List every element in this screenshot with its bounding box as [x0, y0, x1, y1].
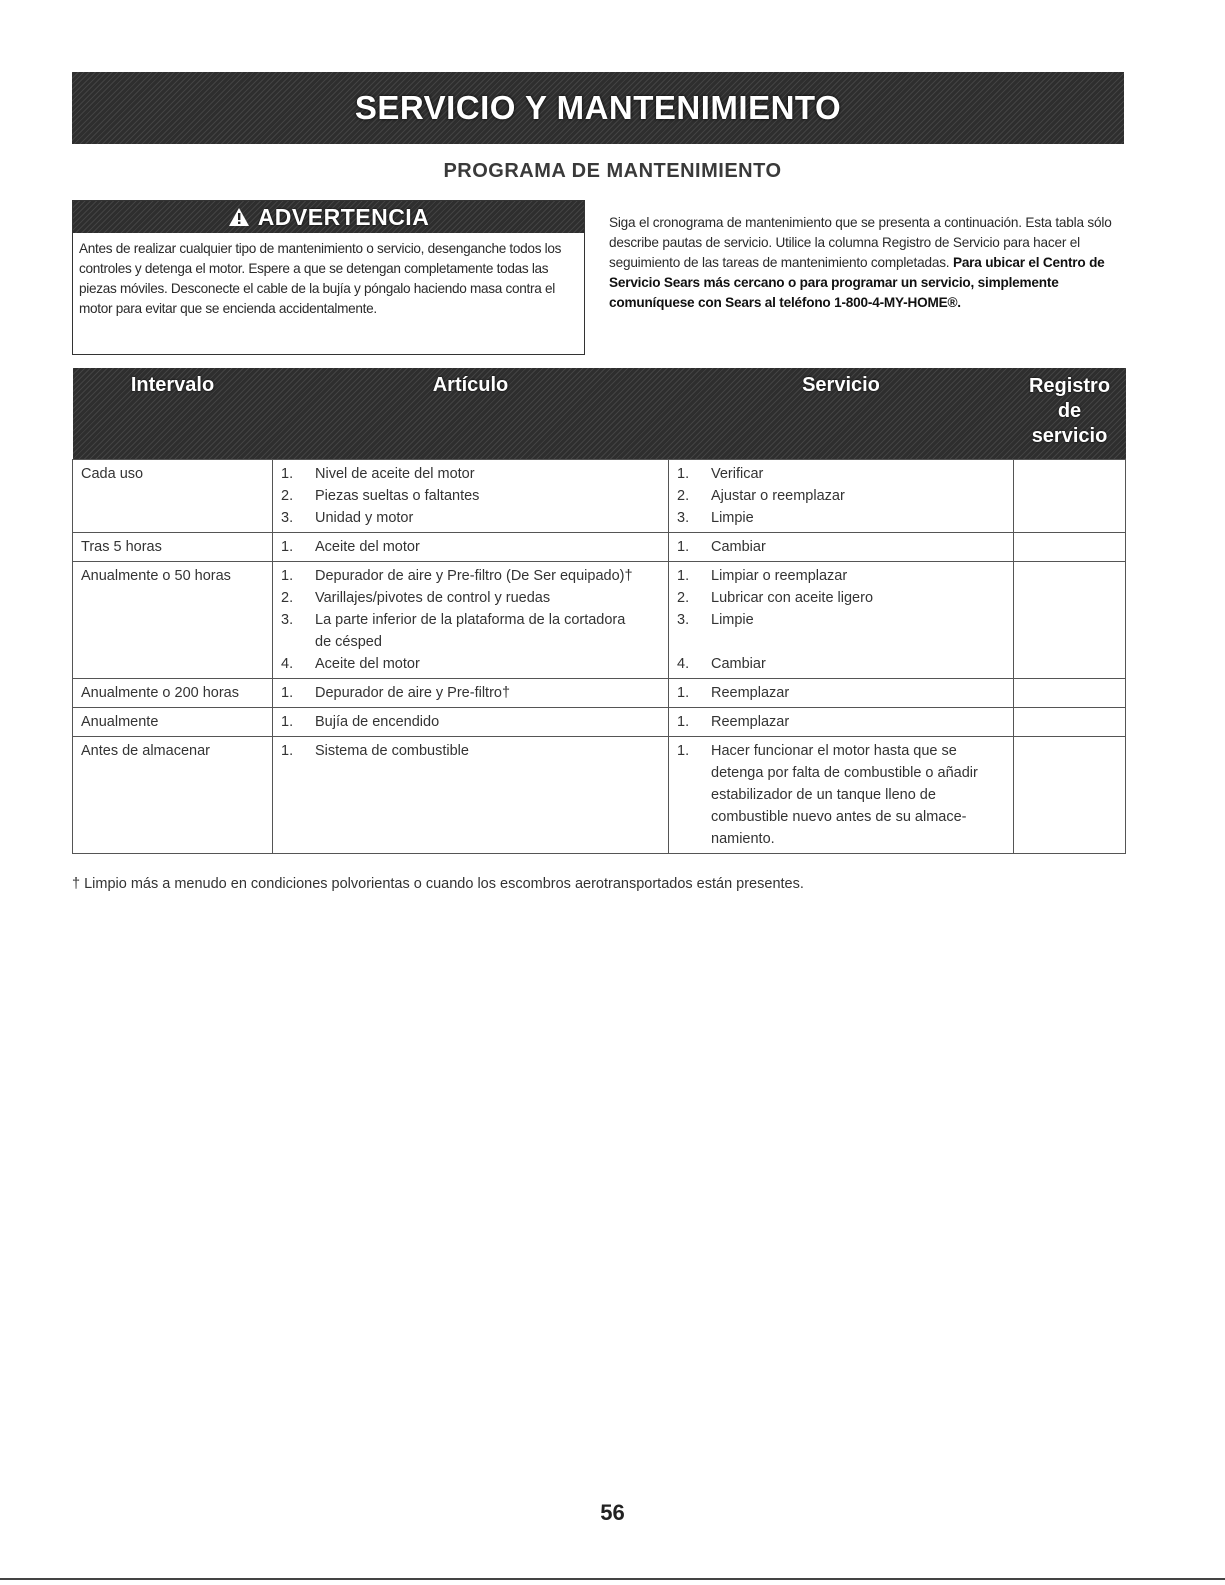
service-cell: 1. Reemplazar [669, 708, 1014, 737]
warning-header [73, 201, 584, 233]
header-articulo: Artículo [432, 374, 509, 396]
table-row [73, 679, 1126, 708]
header-registro-line1: Registro [1028, 375, 1111, 397]
table-row [73, 460, 1126, 533]
interval-cell: Antes de almacenar [73, 737, 273, 854]
service-cell: 1. Cambiar [669, 533, 1014, 562]
item-cell: 1. Depurador de aire y Pre-filtro (De Ser equipado)† 2. Varillajes/pivotes de control y ruedas 3. La parte inferior de la plataforma de la cortadora de césped 4. Aceite del motor [273, 562, 669, 679]
warning-triangle-icon [228, 207, 250, 227]
header-intervalo: Intervalo [130, 374, 215, 396]
interval-cell: Anualmente o 50 horas [73, 562, 273, 679]
header-servicio: Servicio [802, 374, 880, 396]
section-banner [72, 72, 1124, 144]
page-subtitle: PROGRAMA DE MANTENIMIENTO [443, 160, 782, 182]
interval-cell: Cada uso [73, 460, 273, 533]
intro-paragraph [609, 213, 1124, 313]
service-cell: 1. Reemplazar [669, 679, 1014, 708]
item-cell: 1. Bujía de encendido [273, 708, 669, 737]
service-cell: 1. Hacer funcionar el motor hasta que se detenga por falta de combustible o añadir estabilizador de un tanque lleno de combustible nuevo antes de su almace- namiento. [669, 737, 1014, 854]
maintenance-table [72, 368, 1126, 854]
interval-cell: Tras 5 horas [73, 533, 273, 562]
page-number: 56 [600, 1500, 625, 1525]
intro-text: Siga el cronograma de mantenimiento que se presenta a continuación. Esta tabla sólo describe pautas de servicio. Utilice la columna Registro de Servicio para hacer el seguimiento de las tareas de mantenimiento completadas. [609, 215, 1112, 270]
header-registro-line2: de [1057, 400, 1082, 422]
interval-cell: Anualmente [73, 708, 273, 737]
item-cell: 1. Sistema de combustible [273, 737, 669, 854]
service-record-cell[interactable] [1014, 737, 1126, 854]
item-cell: 1. Nivel de aceite del motor 2. Piezas sueltas o faltantes 3. Unidad y motor [273, 460, 669, 533]
item-cell: 1. Aceite del motor [273, 533, 669, 562]
service-record-cell[interactable] [1014, 533, 1126, 562]
table-row [73, 533, 1126, 562]
service-cell: 1. Verificar 2. Ajustar o reemplazar 3. Limpie [669, 460, 1014, 533]
table-row [73, 737, 1126, 854]
table-row [73, 562, 1126, 679]
header-registro [1014, 368, 1126, 460]
table-header-row [73, 368, 1126, 460]
service-record-cell[interactable] [1014, 679, 1126, 708]
service-cell: 1. Limpiar o reemplazar 2. Lubricar con aceite ligero 3. Limpie 4. Cambiar [669, 562, 1014, 679]
warning-box [72, 200, 585, 355]
interval-cell: Anualmente o 200 horas [73, 679, 273, 708]
banner-title: SERVICIO Y MANTENIMIENTO [354, 89, 842, 126]
service-record-cell[interactable] [1014, 460, 1126, 533]
header-registro-line3: servicio [1031, 425, 1108, 447]
intro-bold-text: Para ubicar el Centro de Servicio Sears más cercano o para programar un servicio, simplemente comuníquese con Sears al teléfono 1-800-4-MY-HOME®. [609, 255, 1105, 310]
service-record-cell[interactable] [1014, 562, 1126, 679]
warning-title: ADVERTENCIA [257, 203, 430, 230]
warning-text: Antes de realizar cualquier tipo de mantenimiento o servicio, desenganche todos los controles y detenga el motor. Espere a que se detengan completamente todas las piezas móviles. Desconecte el cable de la bujía y póngalo haciendo masa contra el motor para evitar que se encienda accidentalmente. [79, 241, 562, 316]
service-record-cell[interactable] [1014, 708, 1126, 737]
table-row [73, 708, 1126, 737]
item-cell: 1. Depurador de aire y Pre-filtro† [273, 679, 669, 708]
bottom-rule [0, 1578, 1225, 1580]
footnote: † Limpio más a menudo en condiciones polvorientas o cuando los escombros aerotransportados están presentes. [72, 876, 804, 892]
